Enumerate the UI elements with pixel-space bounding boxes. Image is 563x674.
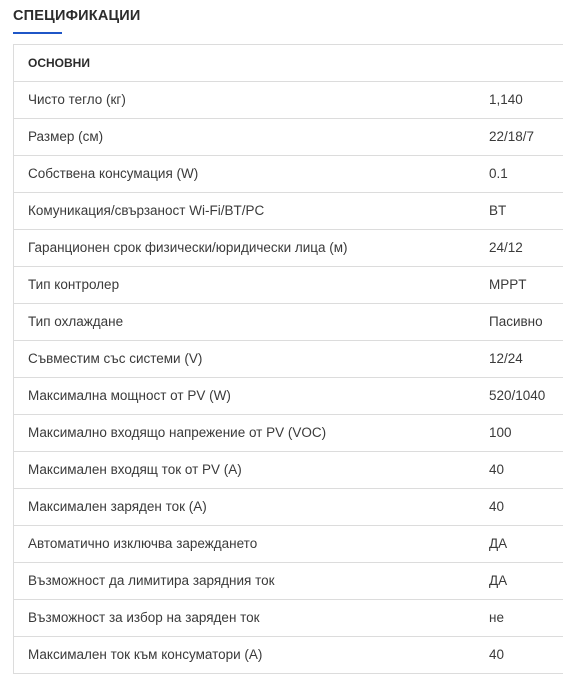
- spec-value: Пасивно: [489, 314, 543, 329]
- table-row: [14, 563, 563, 600]
- title-underline: [13, 32, 62, 34]
- spec-value: 12/24: [489, 351, 523, 366]
- spec-value: 24/12: [489, 240, 523, 255]
- spec-label: Максимална мощност от PV (W): [28, 388, 231, 403]
- table-row: [14, 415, 563, 452]
- group-header-row: [14, 45, 563, 82]
- table-row: [14, 156, 563, 193]
- spec-label: Тип охлаждане: [28, 314, 124, 329]
- table-row: [14, 526, 563, 563]
- table-row: [14, 267, 563, 304]
- spec-value: 22/18/7: [489, 129, 535, 144]
- table-row: [14, 82, 563, 119]
- spec-label: Максимален ток към консуматори (A): [28, 647, 263, 662]
- table-row: [14, 119, 563, 156]
- spec-label: Възможност за избор на заряден ток: [28, 610, 260, 625]
- spec-value: BT: [489, 203, 507, 218]
- group-label: ОСНОВНИ: [28, 56, 90, 70]
- table-row: [14, 378, 563, 415]
- table-row: [14, 600, 563, 637]
- spec-label: Автоматично изключва зареждането: [28, 536, 258, 551]
- spec-label: Чисто тегло (кг): [28, 92, 126, 107]
- specifications-header: [0, 0, 563, 40]
- table-row: [14, 341, 563, 378]
- spec-label: Максимално входящо напрежение от PV (VOC): [28, 425, 327, 440]
- table-row: [14, 489, 563, 526]
- table-row: [14, 193, 563, 230]
- spec-value: 40: [489, 647, 505, 662]
- spec-label: Комуникация/свързаност Wi-Fi/BT/PC: [28, 203, 265, 218]
- section-title: СПЕЦИФИКАЦИИ: [13, 8, 141, 24]
- spec-label: Гаранционен срок физически/юридически лица (м): [28, 240, 348, 255]
- table-row: [14, 637, 563, 674]
- spec-value: 40: [489, 499, 505, 514]
- spec-label: Съвместим със системи (V): [28, 351, 203, 366]
- spec-value: 0.1: [489, 166, 508, 181]
- spec-value: 100: [489, 425, 512, 440]
- spec-value: 1,140: [489, 92, 523, 107]
- spec-value: ДА: [489, 536, 508, 551]
- table-row: [14, 452, 563, 489]
- spec-value: MPPT: [489, 277, 527, 292]
- spec-label: Размер (см): [28, 129, 104, 144]
- spec-value: ДА: [489, 573, 508, 588]
- spec-label: Възможност да лимитира зарядния ток: [28, 573, 275, 588]
- table-row: [14, 304, 563, 341]
- spec-label: Максимален заряден ток (A): [28, 499, 207, 514]
- spec-label: Тип контролер: [28, 277, 120, 292]
- spec-value: 40: [489, 462, 505, 477]
- table-row: [14, 230, 563, 267]
- specifications-table: [13, 44, 563, 674]
- spec-label: Собствена консумация (W): [28, 166, 199, 181]
- spec-label: Максимален входящ ток от PV (A): [28, 462, 242, 477]
- spec-value: 520/1040: [489, 388, 546, 403]
- spec-value: не: [489, 610, 504, 625]
